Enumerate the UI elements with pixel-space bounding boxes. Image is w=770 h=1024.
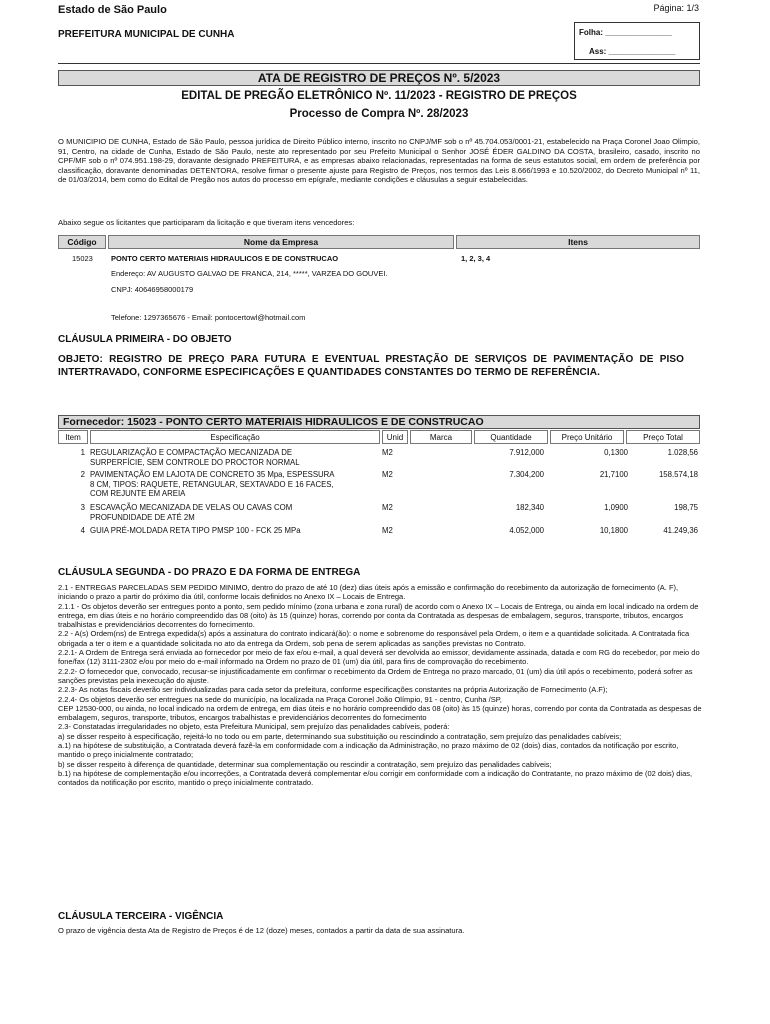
paragraph: b) se disser respeito à diferença de quantidade, determinar sua complementação ou rescindir a contratação, sem prejuízo das penalidades cabíveis; bbox=[58, 759, 552, 769]
header-divider bbox=[58, 63, 700, 64]
col-unid: Unid bbox=[382, 430, 408, 444]
clausula-segunda-title: CLÁUSULA SEGUNDA - DO PRAZO E DA FORMA DE ENTREGA bbox=[58, 567, 361, 578]
row-preco-total: 158.574,18 bbox=[658, 470, 698, 479]
row-item: 1 bbox=[80, 448, 85, 457]
licitante-cnpj: CNPJ: 40646958000179 bbox=[111, 285, 194, 294]
col-especificacao: Especificação bbox=[90, 430, 380, 444]
row-quantidade: 4.052,000 bbox=[509, 526, 544, 535]
paragraph: 2.3- Constatadas irregularidades no objeto, esta Prefeitura Municipal, sem prejuízo das penalidades cabíveis, poderá: bbox=[58, 722, 450, 732]
col-codigo: Código bbox=[58, 235, 106, 249]
licitante-itens: 1, 2, 3, 4 bbox=[461, 254, 491, 263]
col-nome-empresa: Nome da Empresa bbox=[108, 235, 454, 249]
row-especificacao: PAVIMENTAÇÃO EM LAJOTA DE CONCRETO 35 Mpa, ESPESSURA 8 CM, TIPOS: RAQUETE, RETANGULAR, SEXTAVADO E 16 FACES, COM REJUNTE EM AREIA bbox=[90, 470, 335, 499]
processo-title: Processo de Compra Nº. 28/2023 bbox=[289, 108, 469, 120]
row-preco-total: 198,75 bbox=[674, 503, 698, 512]
objeto-text: OBJETO: REGISTRO DE PREÇO PARA FUTURA E EVENTUAL PRESTAÇÃO DE SERVIÇOS DE PAVIMENTAÇÃO DE PISO INTERTRAVADO, CONFORME ESPECIFICAÇÕES E QUANTIDADES CONSTANTES DO TERMO DE REFERÊNCIA. bbox=[58, 354, 684, 378]
row-preco-unitario: 21,7100 bbox=[599, 470, 628, 479]
row-preco-total: 1.028,56 bbox=[667, 448, 698, 457]
paragraph: 2.2.2- O fornecedor que, convocado, recusar-se injustificadamente em confirmar o recebimento da Ordem de Entrega no prazo marcado, 01 (um) dia útil após o recebimento, poderá sofrer as sanções previstas pela inexecução do ajuste. bbox=[58, 666, 693, 685]
licitante-nome: PONTO CERTO MATERIAIS HIDRAULICOS E DE CONSTRUCAO bbox=[111, 254, 339, 263]
paragraph: 2.1 - ENTREGAS PARCELADAS SEM PEDIDO MINIMO, dentro do prazo de até 10 (dez) dias úteis após a emissão e confirmação do recebimento da autorização de fornecimento (A. F), iniciando o prazo a partir do próximo dia útil, conforme locais definidos no Anexo IX – Locais de Entrega. bbox=[58, 583, 679, 602]
row-especificacao: GUIA PRÉ-MOLDADA RETA TIPO PMSP 100 - FCK 25 MPa bbox=[90, 526, 301, 535]
col-quantidade: Quantidade bbox=[474, 430, 548, 444]
row-quantidade: 7.912,000 bbox=[509, 448, 544, 457]
items-table-header bbox=[58, 430, 700, 444]
ass-label: Ass: _______________ bbox=[589, 47, 676, 56]
folha-label: Folha: _______________ bbox=[579, 28, 672, 37]
row-quantidade: 7.304,200 bbox=[509, 470, 544, 479]
folha-box bbox=[574, 22, 700, 60]
paragraph: a) se disser respeito à especificação, rejeitá-lo no todo ou em parte, determinando sua substituição ou rescindindo a contratação, sem prejuízo das penalidades cabíveis; bbox=[58, 731, 622, 741]
paragraph: CEP 12530-000, ou ainda, no local indicado na ordem de entrega, em dias úteis e no horário compreendido das 08 (oito) às 15 (quinze) horas, correndo por conta da Contratada as despesas de embalagem, seguros, transporte, tributos, encargos trabalhistas e previdenciários decorrentes do fornecimento bbox=[58, 703, 702, 723]
licitante-codigo: 15023 bbox=[72, 254, 93, 263]
col-preco-total: Preço Total bbox=[626, 430, 700, 444]
row-especificacao: ESCAVAÇÃO MECANIZADA DE VELAS OU CAVAS COM PROFUNDIDADE DE ATÉ 2M bbox=[90, 503, 293, 522]
licitante-endereco: Endereço: AV AUGUSTO GALVAO DE FRANCA, 214, *****, VARZEA DO GOUVEI. bbox=[111, 269, 388, 278]
paragraph: 2.1.1 - Os objetos deverão ser entregues ponto a ponto, sem pedido mínimo (zona urbana e zona rural) de acordo com o Anexo IX – Locais de Entrega, ou ainda em local indicado na ordem de entrega, em dias úteis e no horário compreendido das 08 (oito) às 15 (quinze) horas, correndo por conta da Contratada as despesas de embalagem, seguros, transporte, tributos, encargos trabalhistas e previdenciários decorrentes do fornecimento. bbox=[58, 601, 699, 630]
col-preco-unitario: Preço Unitário bbox=[550, 430, 624, 444]
paragraph: a.1) na hipótese de substituição, a Contratada deverá fazê-la em conformidade com a indicação da Administração, no prazo máximo de 02 (dois) dias, contados da notificação por escrito, mantido o preço inicialmente contratado; bbox=[58, 741, 679, 760]
clausula-segunda-body bbox=[58, 583, 703, 788]
paragraph: 2.2.4- Os objetos deverão ser entregues na sede do município, na localizada na Praça Coronel João Olímpio, 91 - centro, Cunha /SP, bbox=[58, 694, 502, 704]
col-marca: Marca bbox=[410, 430, 472, 444]
col-item: Item bbox=[58, 430, 88, 444]
row-preco-unitario: 10,1800 bbox=[599, 526, 628, 535]
clausula-terceira-title: CLÁUSULA TERCEIRA - VIGÊNCIA bbox=[58, 911, 224, 922]
prefeitura-name: PREFEITURA MUNICIPAL DE CUNHA bbox=[58, 29, 235, 40]
paragraph: 2.2.3- As notas fiscais deverão ser individualizadas para cada setor da prefeitura, conforme especificações constantes na própria Autorização de Fornecimento (A.F); bbox=[58, 685, 608, 695]
paragraph: 2.2.1- A Ordem de Entrega será enviada ao fornecedor por meio de fax e/ou e-mail, a qual deverá ser devolvida ao emissor, devidamente assinada, datada e com RG do recebedor, por meio do fone/fax (12) 3111-2302 e/ou por meio do e-mail informado na Ordem no prazo de 01 (um) dia útil, para fins de comprovação do recebimento. bbox=[58, 648, 700, 667]
clausula-terceira-body: O prazo de vigência desta Ata de Registro de Preços é de 12 (doze) meses, contados a partir da data de sua assinatura. bbox=[58, 926, 465, 935]
row-item: 3 bbox=[80, 503, 85, 512]
clausula-primeira-title: CLÁUSULA PRIMEIRA - DO OBJETO bbox=[58, 334, 232, 345]
paragraph: 2.2 - A(s) Ordem(ns) de Entrega expedida(s) após a assinatura do contrato indicará(ão): o nome e sobrenome do responsável pela Ordem, o item e a quantidade solicitada. A Contratada fica obrigada a ter o item e a quantidade solicitada no ato da entrega da Ordem, sob pena de serem aplicadas as sanções previstas no Contrato. bbox=[58, 629, 690, 648]
row-especificacao: REGULARIZAÇÃO E COMPACTAÇÃO MECANIZADA DE SURPERFÍCIE, SEM CONTROLE DO PROCTOR NORMAL bbox=[90, 448, 300, 467]
licitantes-intro: Abaixo segue os licitantes que participaram da licitação e que tiveram itens vencedores: bbox=[58, 218, 355, 227]
licitante-telefone: Telefone: 1297365676 - Email: pontocertowl@hotmail.com bbox=[111, 313, 306, 322]
row-unid: M2 bbox=[382, 526, 393, 535]
licitantes-header bbox=[58, 235, 700, 249]
ata-title: ATA DE REGISTRO DE PREÇOS Nº. 5/2023 bbox=[58, 70, 700, 86]
row-quantidade: 182,340 bbox=[515, 503, 544, 512]
row-preco-total: 41.249,36 bbox=[663, 526, 698, 535]
state-name: Estado de São Paulo bbox=[58, 4, 167, 16]
row-item: 4 bbox=[80, 526, 85, 535]
row-preco-unitario: 1,0900 bbox=[604, 503, 628, 512]
paragraph: b.1) na hipótese de complementação e/ou incorreções, a Contratada deverá complementar e/ou corrigir em conformidade com a indicação do Contratante, no prazo máximo de (02 dois) dias, contados da notificação por escrito, mantido o preço inicialmente contratado. bbox=[58, 768, 693, 788]
row-unid: M2 bbox=[382, 448, 393, 457]
row-unid: M2 bbox=[382, 470, 393, 479]
edital-title: EDITAL DE PREGÃO ELETRÔNICO Nº. 11/2023 - REGISTRO DE PREÇOS bbox=[181, 90, 577, 102]
page-number: Página: 1/3 bbox=[653, 3, 699, 13]
row-unid: M2 bbox=[382, 503, 393, 512]
row-item: 2 bbox=[80, 470, 85, 479]
col-itens: Itens bbox=[456, 235, 700, 249]
intro-paragraph: O MUNICIPIO DE CUNHA, Estado de São Paulo, pessoa jurídica de Direito Público interno, inscrito no CNPJ/MF sob o nº 45.704.053/0001-21, estabelecido na Praça Coronel Joao Olimpio, 91, Centro, na cidade de Cunha, Estado de São Paulo, neste ato representado por seu Prefeito Municipal o Senhor JOSÉ ÉDER GALDINO DA COSTA, brasileiro, casado, inscrito no CPF/MF sob o nº 074.951.198-29, doravante designado PREFEITURA, e as empresas abaixo relacionadas, representadas na forma de seus estatutos social, em ordem de preferência por classificação, doravante denominadas DETENTORA, resolve firmar o presente ajuste para Registro de Preços, nos termos das Leis 8.666/1993 e 10.520/2002, do Decreto Municipal nº 11, de 01/03/2014, bem como do Edital de Pregão nos autos do processo em epígrafe, mediante condições e cláusulas a seguir estabelecidas. bbox=[58, 137, 700, 184]
fornecedor-title: Fornecedor: 15023 - PONTO CERTO MATERIAIS HIDRAULICOS E DE CONSTRUCAO bbox=[58, 415, 700, 429]
row-preco-unitario: 0,1300 bbox=[604, 448, 628, 457]
